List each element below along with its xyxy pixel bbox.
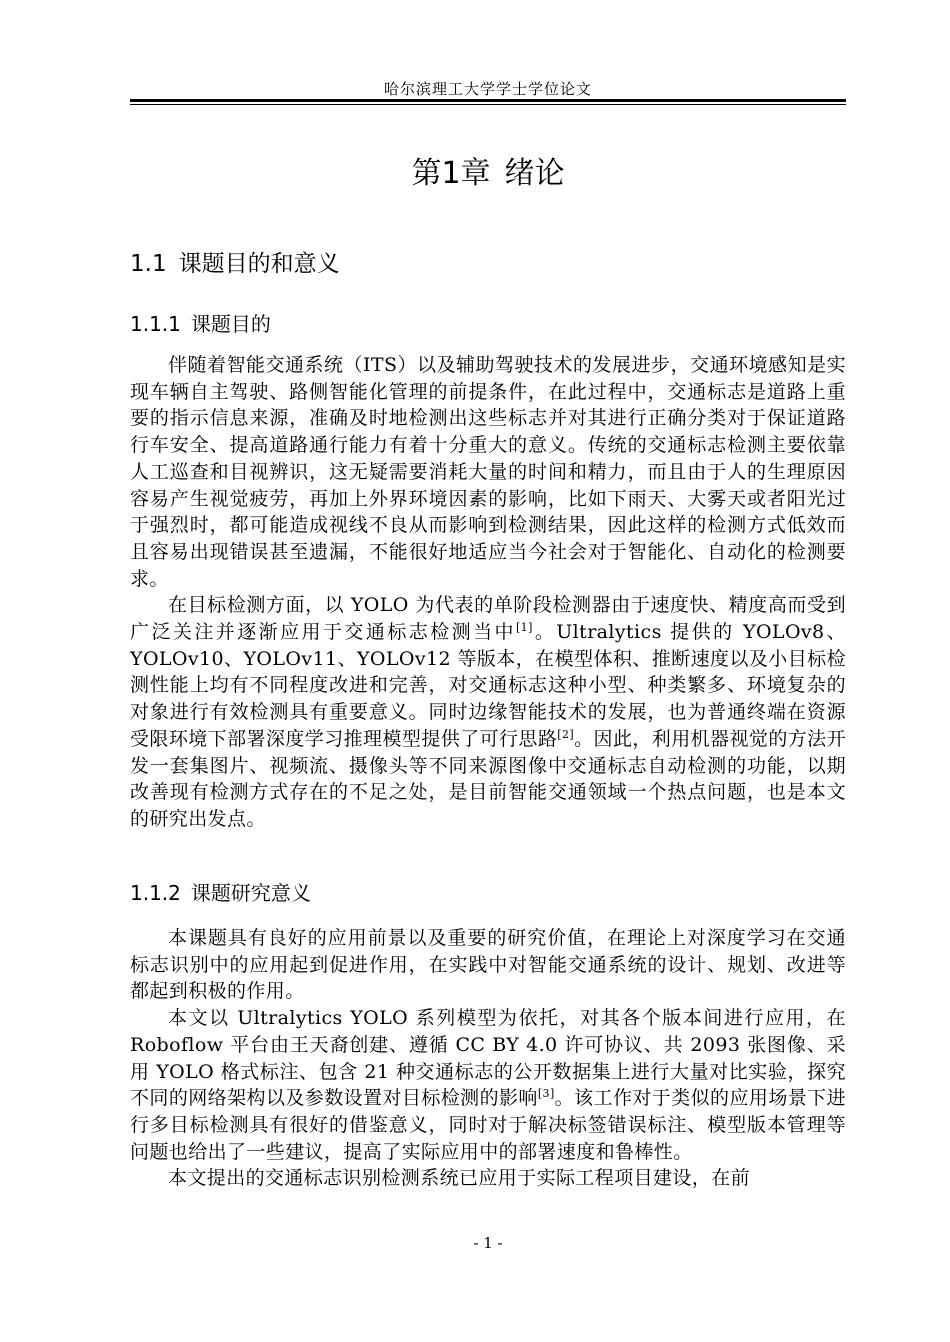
body-text-1-1-2: [130, 925, 846, 1192]
paragraph: [130, 592, 846, 832]
section-number: 1.1: [130, 251, 167, 277]
header-rule-thin: [130, 104, 846, 105]
subsection-heading-1-1-1: [130, 309, 271, 339]
paragraph-text: 。该工作对于类似的应用场景下进行多目标检测具有很好的借鉴意义，同时对于解决标签错误标注、模型版本管理等问题也给出了一些建议，提高了实际应用中的部署速度和鲁棒性。: [130, 1087, 846, 1163]
chapter-title: [130, 152, 846, 196]
page-number: - 1 -: [473, 1234, 503, 1252]
body-text-1-1-1: [130, 352, 846, 833]
subsection-number: 1.1.1: [130, 312, 181, 336]
paragraph: [130, 1005, 846, 1165]
paragraph: 本文提出的交通标志识别检测系统已应用于实际工程项目建设，在前: [168, 1167, 751, 1190]
paragraph-text: 。Ultralytics 提供的 YOLOv8、YOLOv10、YOLOv11、YOLOv12 等版本，在模型体积、推断速度以及小目标检测性能上均有不同程度改进和完善，对交通标志这种小型、种类繁多、环境复杂的对象进行有效检测具有重要意义。同时边缘智能技术的发展，也为普通终端在资源受限环境下部署深度学习推理模型提供了可行思路: [130, 621, 846, 750]
citation-3: [3]: [537, 1087, 555, 1101]
chapter-number: 第1章: [411, 156, 491, 191]
subsection-title: 课题目的: [190, 312, 271, 336]
citation-1: [1]: [515, 621, 533, 635]
paragraph-text: 在目标检测方面，以 YOLO 为代表的单阶段检测器由于速度快、精度高而受到广泛关注并逐渐应用于交通标志检测当中: [130, 594, 846, 644]
paragraph-text: 本文以 Ultralytics YOLO 系列模型为依托，对其各个版本间进行应用，在 Roboflow 平台由王天裔创建、遵循 CC BY 4.0 许可协议、共 2093 张图像、采用 YOLO 格式标注、包含 21 种交通标志的公开数据集上进行大量对比实验，探究不同的网络架构以及参数设置对目标检测的影响: [130, 1007, 846, 1110]
section-heading-1-1: [130, 247, 340, 281]
citation-2: [2]: [557, 727, 575, 741]
section-title: 课题目的和意义: [178, 251, 340, 277]
paragraph-text: 。因此，利用机器视觉的方法开发一套集图片、视频流、摄像头等不同来源图像中交通标志自动检测的功能，以期改善现有检测方式存在的不足之处，是目前智能交通领域一个热点问题，也是本文的研究出发点。: [130, 727, 846, 830]
subsection-heading-1-1-2: [130, 878, 311, 908]
paragraph: 本课题具有良好的应用前景以及重要的研究价值，在理论上对深度学习在交通标志识别中的应用起到促进作用，在实践中对智能交通系统的设计、规划、改进等都起到积极的作用。: [130, 927, 846, 1003]
subsection-number: 1.1.2: [130, 881, 181, 905]
chapter-title-text: 绪论: [504, 156, 565, 191]
running-header: 哈尔滨理工大学学士学位论文: [383, 80, 592, 98]
paragraph: 伴随着智能交通系统（ITS）以及辅助驾驶技术的发展进步，交通环境感知是实现车辆自主驾驶、路侧智能化管理的前提条件，在此过程中，交通标志是道路上重要的指示信息来源，准确及时地检测出这些标志并对其进行正确分类对于保证道路行车安全、提高道路通行能力有着十分重大的意义。传统的交通标志检测主要依靠人工巡查和目视辨识，这无疑需要消耗大量的时间和精力，而且由于人的生理原因容易产生视觉疲劳，再加上外界环境因素的影响，比如下雨天、大雾天或者阳光过于强烈时，都可能造成视线不良从而影响到检测结果，因此这样的检测方式低效而且容易出现错误甚至遗漏，不能很好地适应当今社会对于智能化、自动化的检测要求。: [130, 354, 846, 590]
header-rule-thick: [130, 99, 846, 102]
subsection-title: 课题研究意义: [190, 881, 311, 905]
